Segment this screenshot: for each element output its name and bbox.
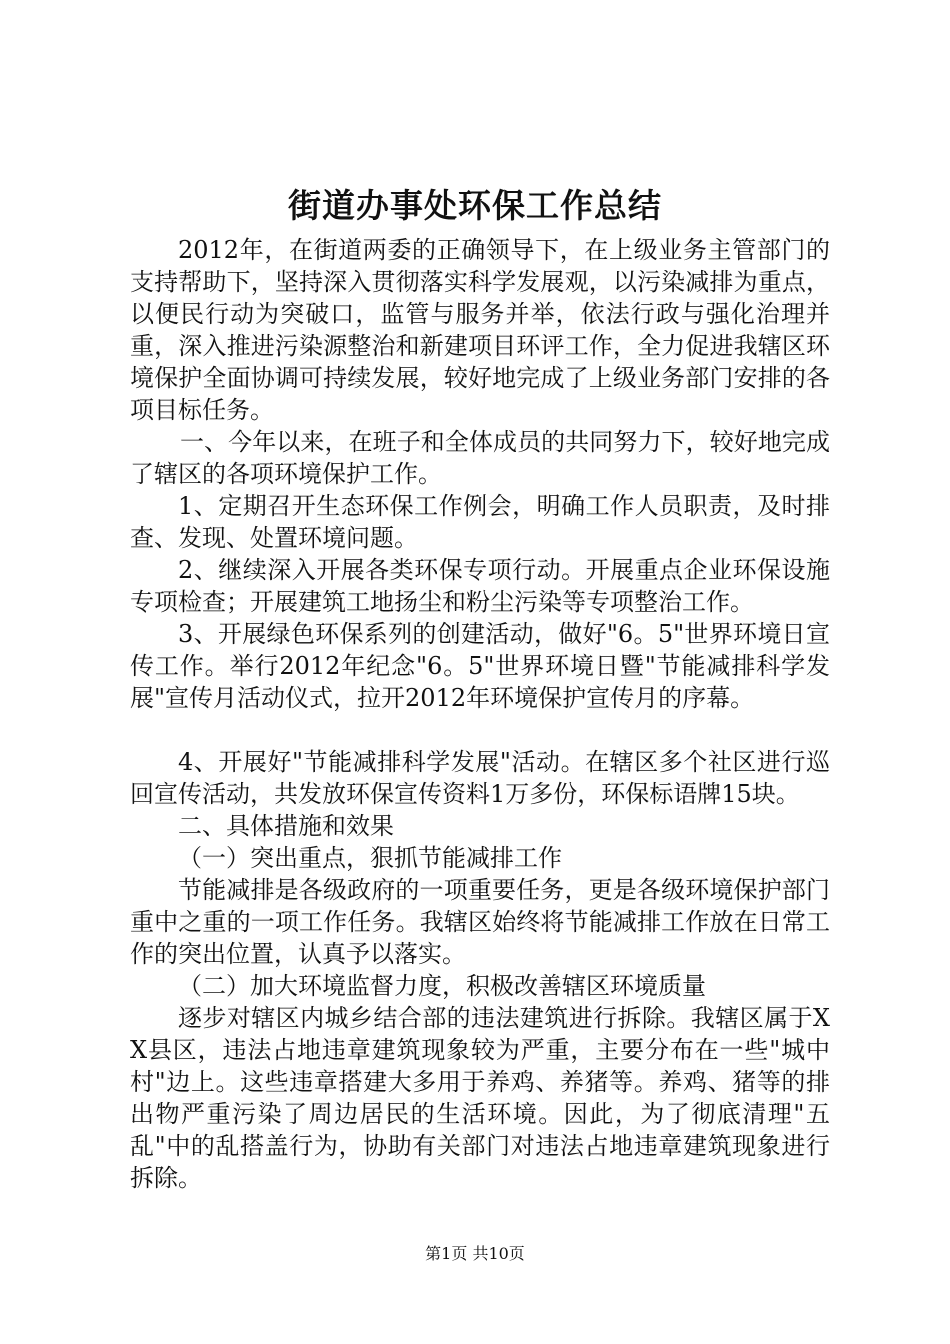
document-title: 街道办事处环保工作总结 — [288, 186, 662, 225]
paragraph-subsection-two-body: 逐步对辖区内城乡结合部的违法建筑进行拆除。我辖区属于XX县区，违法占地违章建筑现象较为严重，主要分布在一些"城中村"边上。这些违章搭建大多用于养鸡、养猪等。养鸡、猪等的排出物严重污染了周边居民的生活环境。因此，为了彻底清理"五乱"中的乱搭盖行为，协助有关部门对违法占地违章建筑现象进行拆除。 — [130, 1004, 830, 1192]
paragraph-item-3: 3、开展绿色环保系列的创建活动，做好"6。5"世界环境日宣传工作。举行2012年纪念"6。5"世界环境日暨"节能减排科学发展"宣传月活动仪式，拉开2012年环境保护宣传月的序幕。 — [130, 620, 830, 712]
paragraph-subsection-two-heading: （二）加大环境监督力度，积极改善辖区环境质量 — [178, 972, 706, 1000]
page-footer: 第1页 共10页 — [425, 1244, 525, 1263]
document-body — [130, 234, 830, 1194]
paragraph-subsection-one-heading: （一）突出重点，狠抓节能减排工作 — [178, 844, 562, 872]
paragraph-item-4: 4、开展好"节能减排科学发展"活动。在辖区多个社区进行巡回宣传活动，共发放环保宣传资料1万多份，环保标语牌15块。 — [130, 748, 830, 808]
paragraph-item-2: 2、继续深入开展各类环保专项行动。开展重点企业环保设施专项检查；开展建筑工地扬尘和粉尘污染等专项整治工作。 — [130, 556, 830, 616]
paragraph-section-one-heading: 一、今年以来，在班子和全体成员的共同努力下，较好地完成了辖区的各项环境保护工作。 — [130, 428, 830, 488]
paragraph-section-two-heading: 二、具体措施和效果 — [178, 812, 394, 840]
paragraph-item-1: 1、定期召开生态环保工作例会，明确工作人员职责，及时排查、发现、处置环境问题。 — [130, 492, 830, 552]
paragraph-intro: 2012年，在街道两委的正确领导下，在上级业务主管部门的支持帮助下，坚持深入贯彻落实科学发展观，以污染减排为重点，以便民行动为突破口，监管与服务并举，依法行政与强化治理并重，深入推进污染源整治和新建项目环评工作，全力促进我辖区环境保护全面协调可持续发展，较好地完成了上级业务部门安排的各项目标任务。 — [130, 236, 830, 424]
paragraph-subsection-one-body: 节能减排是各级政府的一项重要任务，更是各级环境保护部门重中之重的一项工作任务。我辖区始终将节能减排工作放在日常工作的突出位置，认真予以落实。 — [130, 876, 830, 968]
